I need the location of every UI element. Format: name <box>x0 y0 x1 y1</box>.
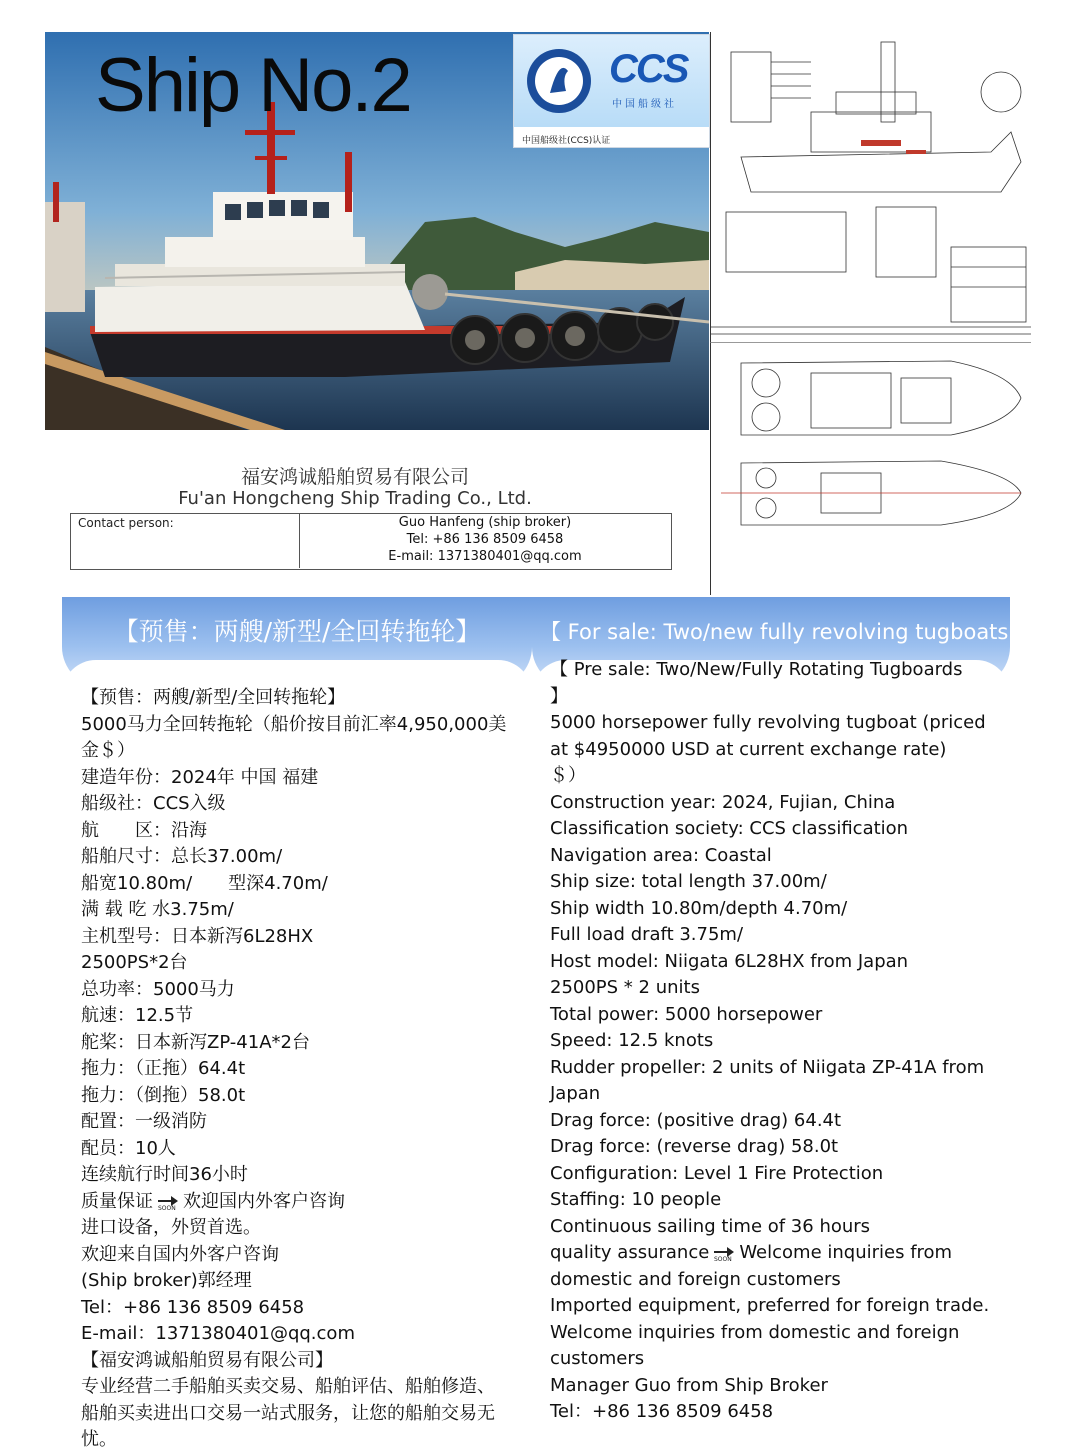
right-line: Host model: Niigata 6L28HX from Japan <box>550 950 909 972</box>
right-line: Speed: 12.5 knots <box>550 1030 714 1051</box>
right-line: 】 <box>550 685 568 707</box>
right-line: Ship width 10.80m/depth 4.70m/ <box>550 897 848 919</box>
ccs-seal-icon <box>524 41 594 121</box>
left-line: 【预售：两艘/新型/全回转拖轮】 <box>81 687 346 708</box>
ccs-logo-text: CCS <box>609 47 688 91</box>
left-line: 船宽10.80m/ 型深4.70m/ <box>81 872 328 894</box>
header-left-title: 【预售：两艘/新型/全回转拖轮】 <box>113 617 481 646</box>
contact-name: Guo Hanfeng (ship broker) <box>398 515 572 530</box>
right-line: Tel：+86 136 8509 6458 <box>550 1401 774 1422</box>
left-line: 舵桨：日本新泻ZP-41A*2台 <box>81 1031 310 1053</box>
left-line-quality <box>81 1189 345 1216</box>
right-line: 5000 horsepower fully revolving tugboat (priced <box>550 712 986 733</box>
right-line: Navigation area: Coastal <box>550 844 772 866</box>
left-line: 建造年份：2024年 中国 福建 <box>81 766 319 788</box>
left-line: 总功率：5000马力 <box>81 978 235 1000</box>
right-line: Imported equipment, preferred for foreign trade. <box>550 1295 990 1316</box>
ccs-certificate-badge <box>513 34 710 148</box>
contact-tel: Tel: +86 136 8509 6458 <box>406 532 564 547</box>
ccs-banner <box>514 35 709 127</box>
svg-text:SOON: SOON <box>158 1204 176 1211</box>
left-line: 专业经营二手船舶买卖交易、船舶评估、船舶修造、 <box>81 1376 495 1397</box>
left-line: 2500PS*2台 <box>81 952 188 973</box>
left-line: 配员：10人 <box>81 1137 176 1159</box>
right-quality-label: quality assurance <box>550 1242 710 1263</box>
soon-arrow-icon <box>712 1244 736 1262</box>
left-line: 金＄） <box>81 740 135 761</box>
left-line: 船舶尺寸：总长37.00m/ <box>81 846 283 867</box>
right-line: Full load draft 3.75m/ <box>550 924 744 945</box>
left-line: 进口设备，外贸首选。 <box>81 1217 261 1238</box>
right-line: Construction year: 2024, Fujian, China <box>550 791 896 813</box>
ccs-logo-cn: 中国船级社 <box>612 99 677 110</box>
right-quality-tail: Welcome inquiries from <box>739 1242 953 1263</box>
company-name-cn: 福安鸿诚船舶贸易有限公司 <box>240 466 469 488</box>
left-line: (Ship broker)郭经理 <box>81 1270 252 1291</box>
svg-text:SOON: SOON <box>714 1256 733 1262</box>
left-line: Tel：+86 136 8509 6458 <box>81 1296 305 1318</box>
right-line-quality <box>550 1240 952 1267</box>
right-line: Manager Guo from Ship Broker <box>550 1374 828 1396</box>
right-line: domestic and foreign customers <box>550 1268 841 1290</box>
contact-label: Contact person: <box>78 516 174 530</box>
right-line: 【 Pre sale: Two/New/Fully Rotating Tugboards <box>550 659 963 680</box>
left-line: E-mail：1371380401@qq.com <box>81 1323 355 1344</box>
header-right-title: 【 For sale: Two/new fully revolving tugboats 】 <box>540 620 1037 644</box>
company-name-en: Fu'an Hongcheng Ship Trading Co., Ltd. <box>178 488 532 509</box>
right-line: customers <box>550 1348 645 1369</box>
left-quality-tail: 欢迎国内外客户咨询 <box>183 1190 345 1212</box>
left-line: 连续航行时间36小时 <box>81 1164 248 1185</box>
right-line: Configuration: Level 1 Fire Protection <box>550 1162 884 1184</box>
left-line: 【福安鸿诚船舶贸易有限公司】 <box>81 1349 333 1371</box>
left-line: 5000马力全回转拖轮（船价按目前汇率4,950,000美 <box>81 713 507 735</box>
right-line: at $4950000 USD at current exchange rate) <box>550 738 947 760</box>
right-line: Ship size: total length 37.00m/ <box>550 871 827 892</box>
soon-arrow-icon <box>156 1193 180 1211</box>
right-line: 2500PS * 2 units <box>550 977 700 998</box>
profile-drawing <box>711 32 1031 342</box>
right-line: Welcome inquiries from domestic and foreign <box>550 1321 960 1343</box>
right-line: Staffing: 10 people <box>550 1189 722 1210</box>
contact-email: E-mail: 1371380401@qq.com <box>388 549 582 564</box>
ship-title: Ship No.2 <box>95 43 411 128</box>
left-line: 航 区：沿海 <box>81 819 207 841</box>
left-line: 主机型号：日本新泻6L28HX <box>81 925 314 947</box>
blueprint-plan <box>710 342 1031 595</box>
left-line: 船级社：CCS入级 <box>81 793 226 814</box>
left-line: 拖力：（正拖）64.4t <box>81 1058 246 1079</box>
left-line: 忧。 <box>81 1429 117 1450</box>
left-line: 满 载 吃 水3.75m/ <box>81 899 234 920</box>
right-line: Classification society: CCS classification <box>550 818 909 839</box>
left-line: 欢迎来自国内外客户咨询 <box>81 1243 279 1265</box>
right-line: Japan <box>550 1083 601 1104</box>
plan-drawing <box>711 343 1031 595</box>
left-quality-label: 质量保证 <box>81 1190 153 1212</box>
right-line: Continuous sailing time of 36 hours <box>550 1215 871 1237</box>
blueprint-profile <box>710 32 1031 342</box>
right-line: Rudder propeller: 2 units of Niigata ZP-41A from <box>550 1056 985 1078</box>
left-line: 航速：12.5节 <box>81 1005 194 1026</box>
ccs-caption: 中国船级社(CCS)认证 <box>522 136 611 146</box>
right-line: Total power: 5000 horsepower <box>550 1003 823 1025</box>
left-line: 配置：一级消防 <box>81 1111 207 1132</box>
left-line: 拖力：（倒拖）58.0t <box>81 1084 246 1106</box>
right-line: Drag force: (reverse drag) 58.0t <box>550 1136 839 1157</box>
right-line: ＄） <box>550 765 586 786</box>
left-line: 船舶买卖进出口交易一站式服务，让您的船舶交易无 <box>81 1402 495 1424</box>
right-line: Drag force: (positive drag) 64.4t <box>550 1109 842 1131</box>
